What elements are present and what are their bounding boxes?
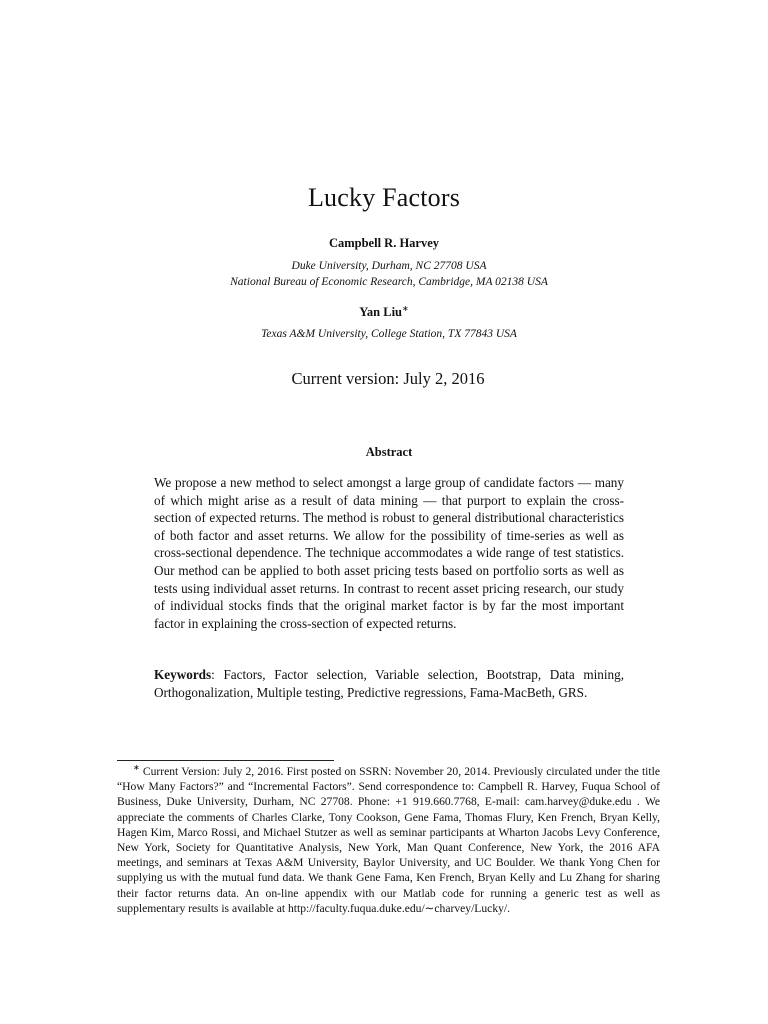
- version-date: Current version: July 2, 2016: [291, 369, 485, 388]
- author-footnote-marker[interactable]: ∗: [402, 304, 409, 313]
- author-affiliation-1b: National Bureau of Economic Research, Cambridge, MA 02138 USA: [230, 276, 548, 288]
- author-name-1: [0, 236, 768, 251]
- author-name-text: Campbell R. Harvey: [328, 236, 440, 250]
- keywords-list: : Factors, Factor selection, Variable selection, Bootstrap, Data mining, Orthogonalization, Multiple testing, Predictive regressions, Fama-MacBeth, GRS.: [154, 667, 624, 700]
- footnote-text: Current Version: July 2, 2016. First posted on SSRN: November 20, 2014. Previously circulated under the title “How Many Factors?” and “Incremental Factors”. Send correspondence to: Campbell R. Harvey, Fuqua School of Business, Duke University, Durham, NC 27708. Phone: +1 919.660.7768, E-mail: cam.harvey@duke.edu . We appreciate the comments of Charles Clarke, Tony Cookson, Gene Fama, Thomas Flury, Ken French, Bryan Kelly, Hagen Kim, Marco Rossi, and Michael Stutzer as well as seminar participants at Wharton Jacobs Levy Conference, New York, Society for Quantitative Analysis, New York, Man Quant Conference, New York, the 2016 AFA meetings, and seminars at Texas A&M University, Baylor University, and UC Boulder. We thank Yong Chen for supplying us with the mutual fund data. We thank Gene Fama, Ken French, Bryan Kelly and Lu Zhang for sharing their factor returns data. An on-line appendix with our Matlab code for running a generic test as well as supplementary results is available at http://faculty.fuqua.duke.edu/∼charvey/Lucky/.: [117, 765, 660, 915]
- abstract-text: We propose a new method to select amongst a large group of candidate factors — many of which might arise as a result of data mining — that purport to explain the cross-section of expected returns. The method is robust to general distributional characteristics of both factor and asset returns. We allow for the possibility of time-series as well as cross-sectional dependence. The technique accommodates a wide range of test statistics. Our method can be applied to both asset pricing tests based on portfolio sorts as well as tests using individual asset returns. In contrast to recent asset pricing research, our study of individual stocks finds that the original market factor is by far the most important factor in explaining the cross-section of expected returns.: [154, 475, 624, 631]
- abstract-heading: Abstract: [365, 445, 413, 459]
- author-affiliation-2: Texas A&M University, College Station, TX 77843 USA: [261, 328, 517, 340]
- author-name-2: [0, 304, 768, 320]
- paper-title: Lucky Factors: [307, 183, 461, 212]
- author-affiliation-1a: Duke University, Durham, NC 27708 USA: [291, 260, 487, 272]
- keywords-label: Keywords: [154, 667, 212, 682]
- footnote-divider: [117, 760, 334, 761]
- keywords-paragraph: [154, 666, 624, 701]
- footnote: [117, 764, 660, 916]
- footnote-marker: ∗: [133, 763, 140, 773]
- author-name-text: Yan Liu: [359, 305, 403, 320]
